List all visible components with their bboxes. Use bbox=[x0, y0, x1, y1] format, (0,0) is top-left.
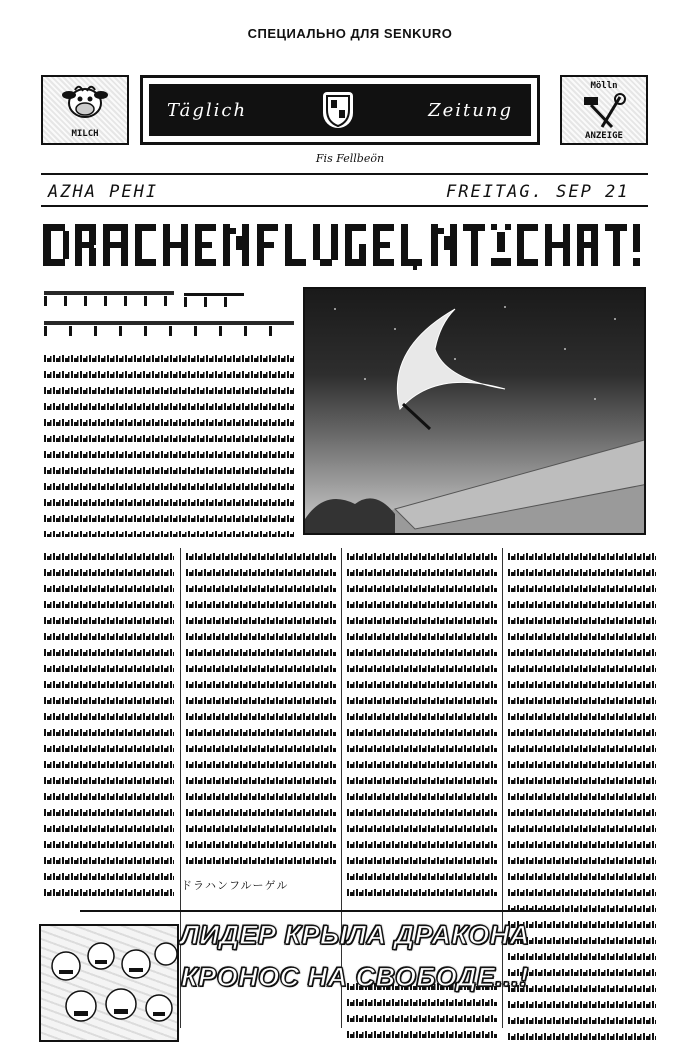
column-divider-3 bbox=[502, 548, 503, 1028]
caption-line-2: КРОНОС НА СВОБОДЕ...! bbox=[181, 962, 529, 992]
caption-line-1: ЛИДЕР КРЫЛА ДРАКОНА bbox=[180, 920, 530, 950]
rule-bottom bbox=[41, 205, 648, 207]
column-3-glyphs bbox=[347, 550, 497, 905]
masthead-left-word: Täglich bbox=[167, 99, 248, 121]
right-corner-top-label: Mölln bbox=[590, 81, 618, 91]
headline-glyphs bbox=[43, 220, 653, 270]
masthead bbox=[140, 75, 540, 145]
credit-line: СПЕЦИАЛЬНО ДЛЯ SENKURO bbox=[247, 26, 453, 41]
column-1-glyphs bbox=[44, 550, 174, 905]
lead-paragraph-glyphs bbox=[44, 352, 294, 537]
lead-heading-glyphs bbox=[44, 287, 294, 347]
cow-icon bbox=[43, 77, 127, 129]
column-2-glyphs bbox=[186, 550, 336, 872]
right-corner-ad bbox=[560, 75, 648, 145]
tools-icon bbox=[562, 91, 646, 133]
column-divider-2 bbox=[341, 548, 342, 1028]
issue-right: FREITAG. SEP 21 bbox=[446, 182, 630, 202]
left-corner-ad bbox=[41, 75, 129, 145]
masthead-right-word: Zeitung bbox=[428, 99, 513, 121]
japanese-fragment: ドラハンフルーゲル bbox=[181, 879, 289, 892]
right-corner-label: ANZEIGE bbox=[585, 131, 623, 141]
left-corner-label: MILCH bbox=[71, 129, 99, 139]
issue-left: AZHA PEHI bbox=[48, 182, 159, 202]
masthead-subtitle: Fis Fellbeön bbox=[315, 152, 385, 165]
column-divider-1 bbox=[180, 548, 181, 1028]
rule-top bbox=[41, 173, 648, 175]
article-photo bbox=[303, 287, 646, 535]
caption-underline bbox=[80, 910, 560, 912]
crest-icon bbox=[323, 92, 353, 128]
